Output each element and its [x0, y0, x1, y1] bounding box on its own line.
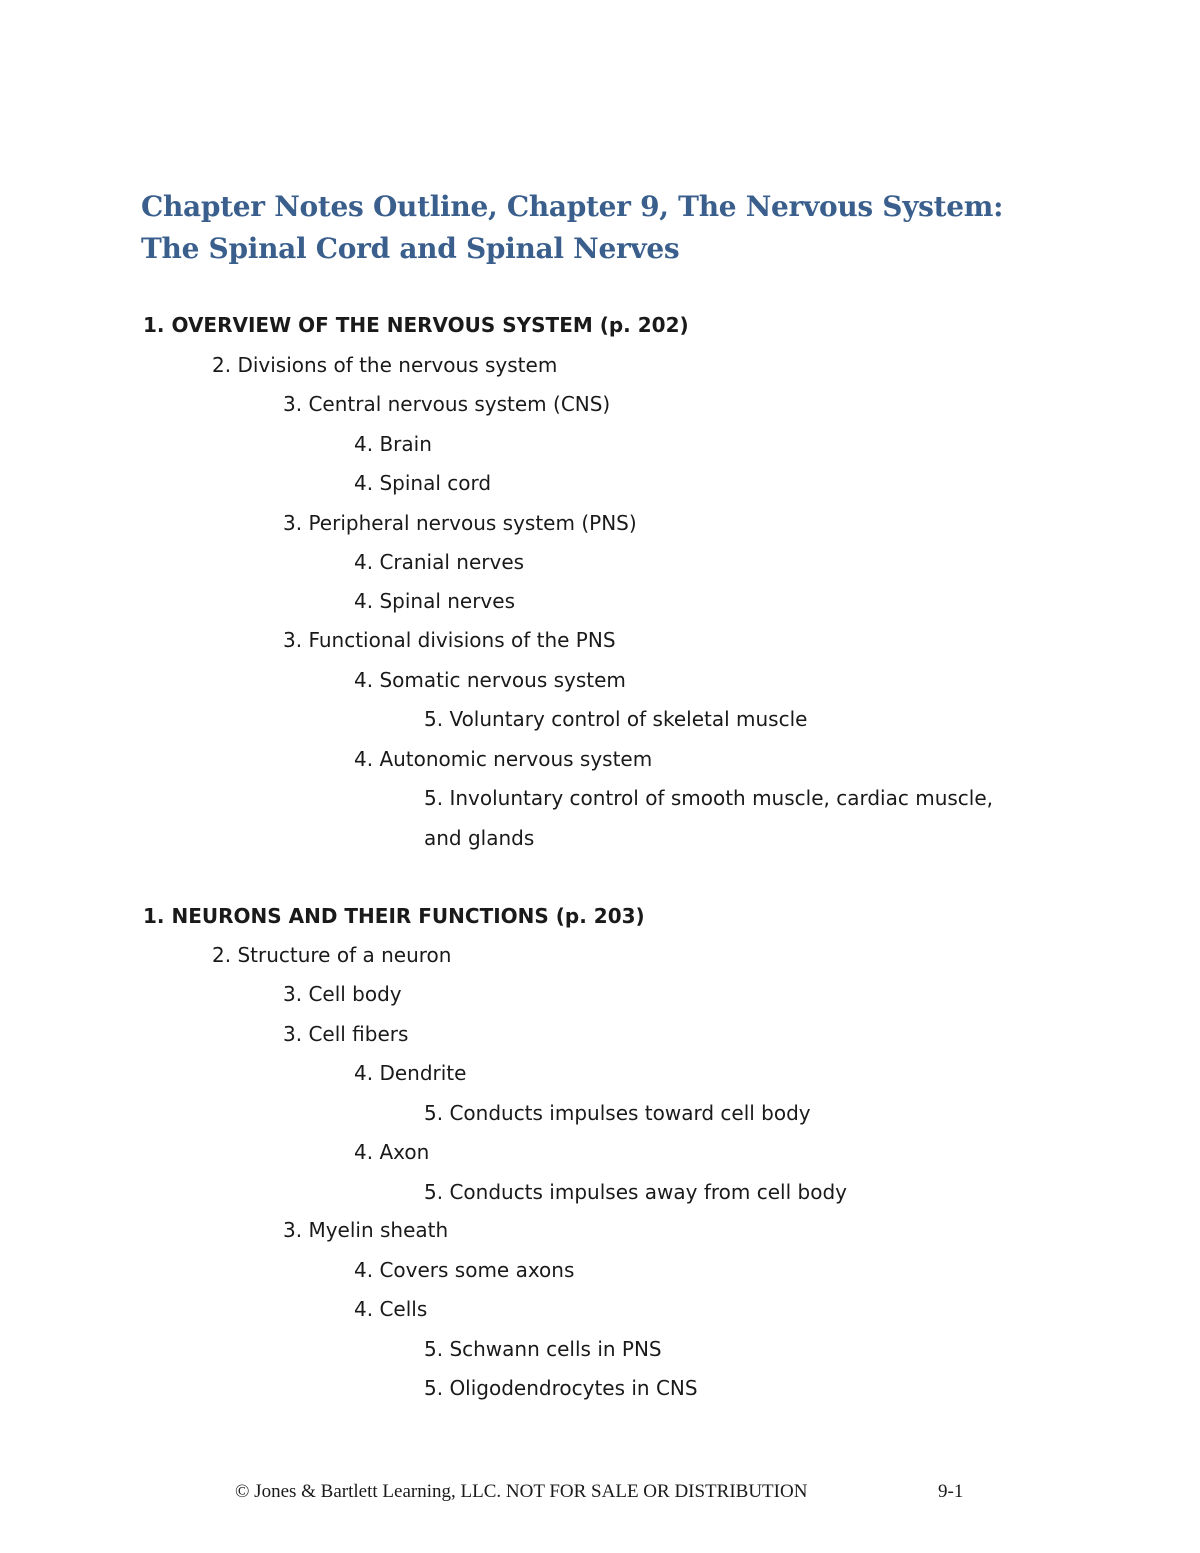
outline-item-continuation: and glands — [424, 826, 535, 850]
outline-item: 5. Involuntary control of smooth muscle, cardiac muscle, — [424, 786, 994, 810]
outline-item: 4. Somatic nervous system — [354, 668, 626, 692]
outline-item: 4. Dendrite — [354, 1061, 467, 1085]
outline-item: 3. Functional divisions of the PNS — [283, 628, 616, 652]
outline-item: 4. Brain — [354, 432, 432, 456]
footer-page-number: 9-1 — [938, 1481, 964, 1502]
outline-item: 4. Autonomic nervous system — [354, 747, 653, 771]
outline-item: 4. Spinal nerves — [354, 589, 515, 613]
outline-item: 5. Conducts impulses away from cell body — [424, 1180, 847, 1204]
outline-item: 4. Spinal cord — [354, 471, 492, 495]
outline-item: 5. Schwann cells in PNS — [424, 1337, 662, 1361]
outline-item: 5. Conducts impulses toward cell body — [424, 1101, 811, 1125]
outline-item: 3. Cell fibers — [283, 1022, 409, 1046]
outline-item: 4. Cells — [354, 1297, 428, 1321]
outline-item: 3. Central nervous system (CNS) — [283, 392, 611, 416]
outline-item: 2. Structure of a neuron — [212, 943, 452, 967]
outline-item: 5. Voluntary control of skeletal muscle — [424, 707, 808, 731]
outline-item: 5. Oligodendrocytes in CNS — [424, 1376, 698, 1400]
outline-heading: 1. OVERVIEW OF THE NERVOUS SYSTEM (p. 202) — [143, 313, 689, 337]
outline-item: 3. Cell body — [283, 982, 402, 1006]
outline-item: 4. Covers some axons — [354, 1258, 575, 1282]
outline-item: 2. Divisions of the nervous system — [212, 353, 558, 377]
footer-copyright: © Jones & Bartlett Learning, LLC. NOT FOR SALE OR DISTRIBUTION — [235, 1481, 808, 1502]
outline-heading: 1. NEURONS AND THEIR FUNCTIONS (p. 203) — [143, 904, 645, 928]
outline-item: 4. Cranial nerves — [354, 550, 525, 574]
outline-item: 4. Axon — [354, 1140, 430, 1164]
outline-item: 3. Myelin sheath — [283, 1218, 449, 1242]
page-title: Chapter Notes Outline, Chapter 9, The Nervous System: The Spinal Cord and Spinal Nerves — [141, 190, 1004, 265]
outline-item: 3. Peripheral nervous system (PNS) — [283, 511, 637, 535]
